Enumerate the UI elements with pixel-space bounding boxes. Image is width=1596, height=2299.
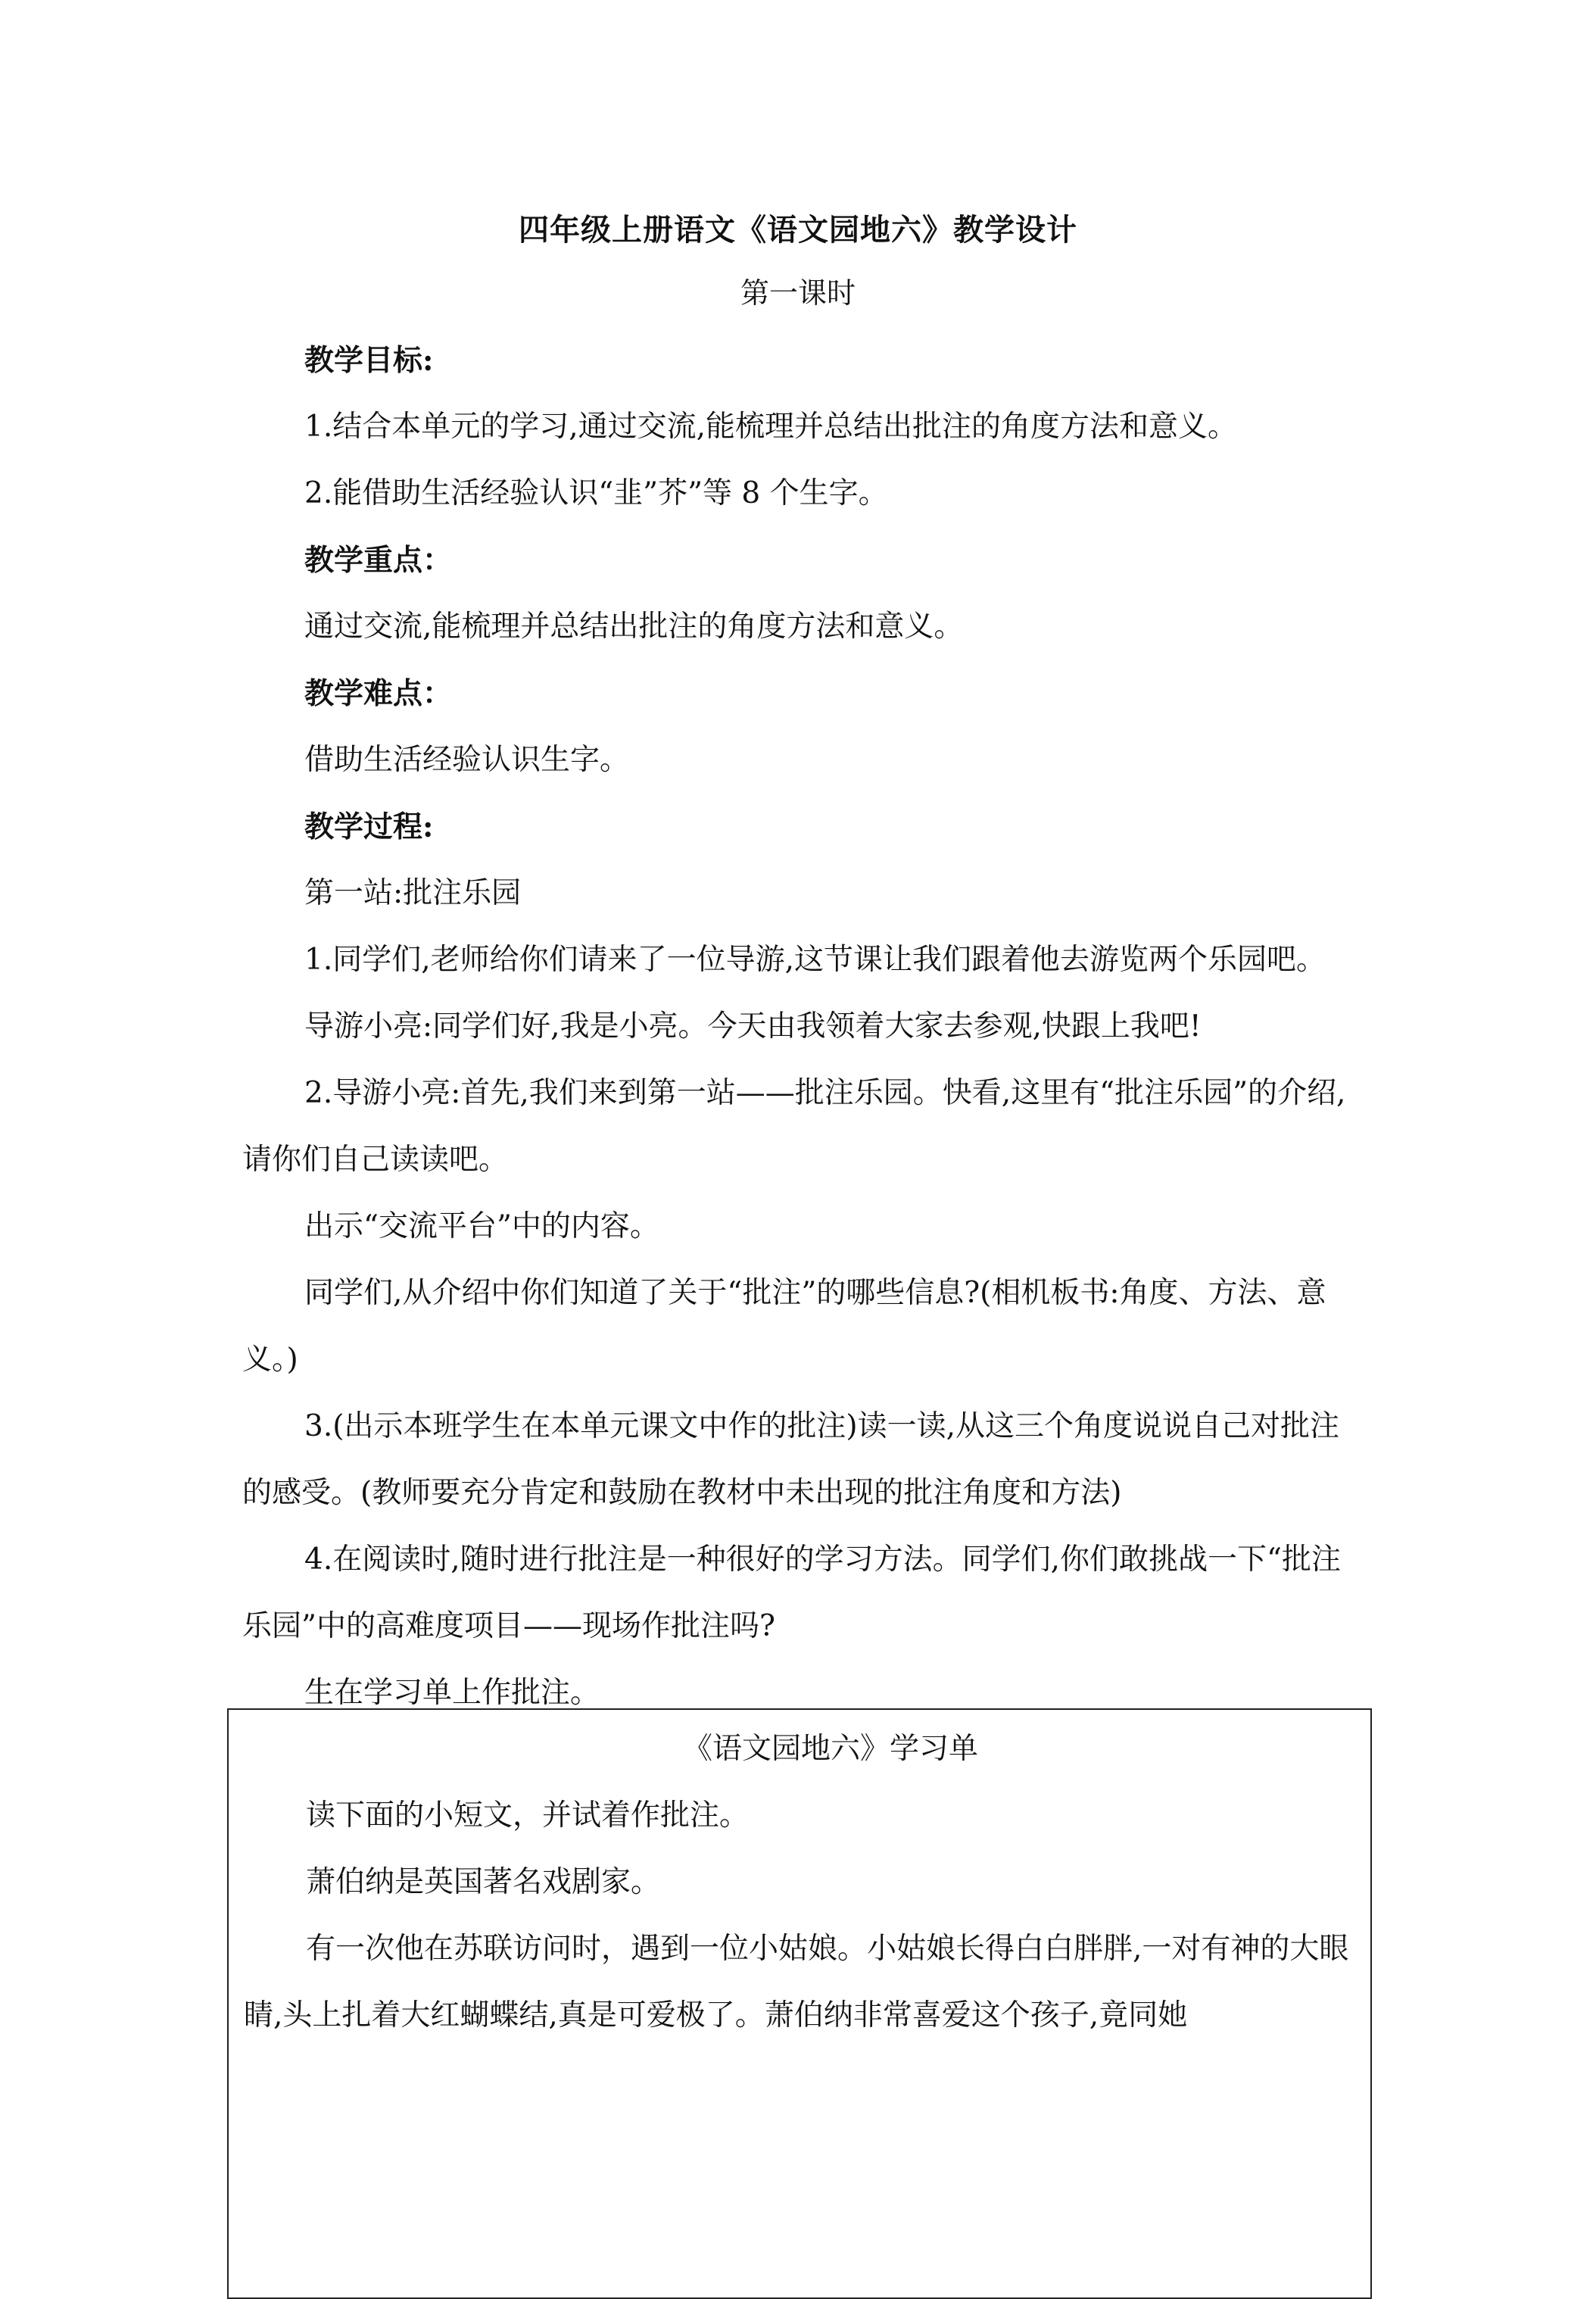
lesson-subtitle: 第一课时 — [740, 276, 856, 310]
paragraph: 2.能借助生活经验认识“韭”芥”等 8 个生字。 — [304, 476, 888, 510]
heading-key-points: 教学重点： — [304, 543, 453, 578]
worksheet-box — [227, 1708, 1372, 2299]
paragraph: 生在学习单上作批注。 — [304, 1676, 600, 1710]
heading-difficulties: 教学难点： — [304, 676, 453, 711]
paragraph: 借助生活经验认识生字。 — [304, 743, 630, 777]
heading-process: 教学过程: — [304, 809, 434, 844]
paragraph: 1.同学们,老师给你们请来了一位导游,这节课让我们跟着他去游览两个乐园吧。 — [304, 943, 1326, 977]
document-title: 四年级上册语文《语文园地六》教学设计 — [519, 212, 1077, 248]
paragraph: 4.在阅读时,随时进行批注是一种很好的学习方法。同学们,你们敢挑战一下“批注乐园”中的高难度项目——现场作批注吗? — [242, 1543, 1341, 1643]
lesson-body — [242, 327, 1367, 1727]
worksheet-title: 《语文园地六》学习单 — [682, 1732, 978, 1766]
worksheet-paragraph: 萧伯纳是英国著名戏剧家。 — [306, 1865, 661, 1899]
paragraph: 同学们,从介绍中你们知道了关于“批注”的哪些信息?(相机板书:角度、方法、意义。) — [242, 1276, 1326, 1377]
heading-objectives: 教学目标: — [304, 343, 434, 378]
worksheet-content — [244, 1716, 1355, 2049]
worksheet-paragraph: 有一次他在苏联访问时，遇到一位小姑娘。小姑娘长得白白胖胖,一对有神的大眼睛,头上扎着大红蝴蝶结,真是可爱极了。萧伯纳非常喜爱这个孩子,竟同她 — [244, 1932, 1349, 2032]
paragraph: 1.结合本单元的学习,通过交流,能梳理并总结出批注的角度方法和意义。 — [304, 410, 1238, 444]
paragraph: 出示“交流平台”中的内容。 — [304, 1209, 659, 1243]
paragraph: 3.(出示本班学生在本单元课文中作的批注)读一读,从这三个角度说说自己对批注的感受。(教师要充分肯定和鼓励在教材中未出现的批注角度和方法) — [242, 1409, 1340, 1510]
paragraph: 通过交流,能梳理并总结出批注的角度方法和意义。 — [304, 610, 964, 644]
worksheet-paragraph: 读下面的小短文，并试着作批注。 — [306, 1798, 750, 1833]
paragraph: 2.导游小亮:首先,我们来到第一站——批注乐园。快看,这里有“批注乐园”的介绍,请你们自己读读吧。 — [242, 1076, 1346, 1177]
paragraph: 导游小亮:同学们好,我是小亮。今天由我领着大家去参观,快跟上我吧! — [304, 1009, 1202, 1043]
paragraph: 第一站:批注乐园 — [304, 876, 522, 910]
